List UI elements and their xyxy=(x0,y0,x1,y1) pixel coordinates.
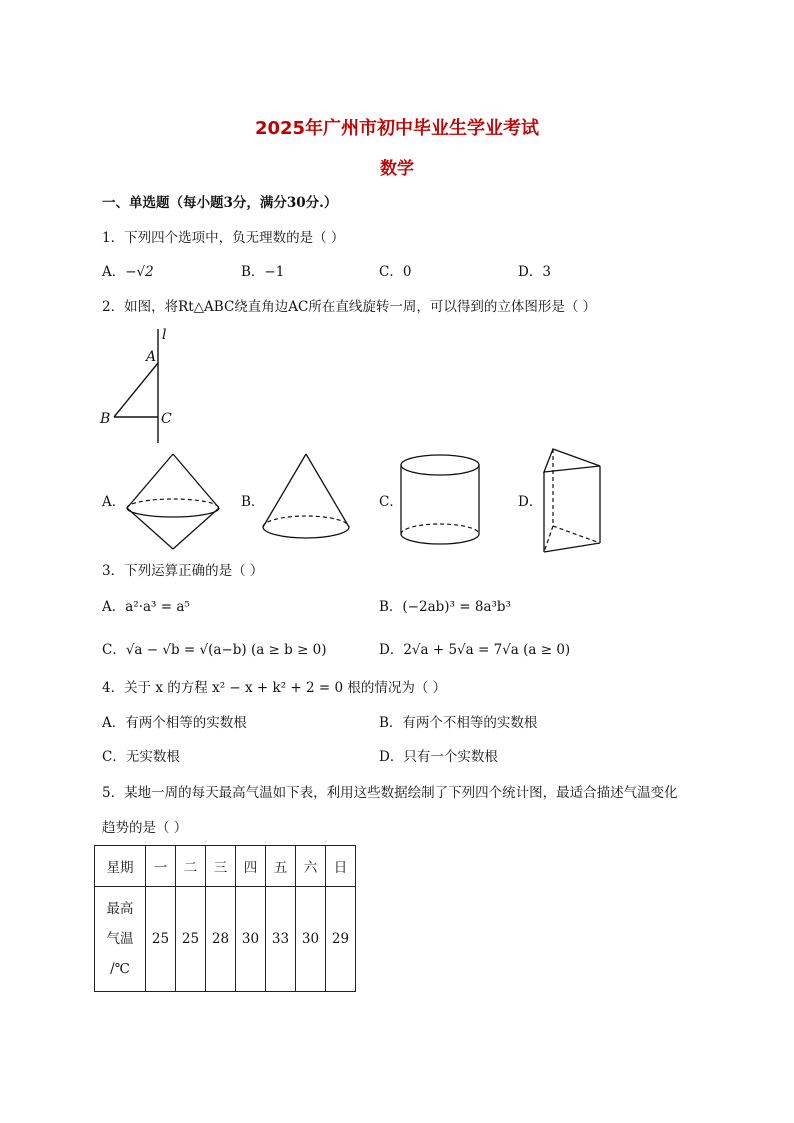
fig-label-a: A xyxy=(146,349,157,365)
q3-option-c: C．√a − √b = √(a−b) (a ≥ b ≥ 0) xyxy=(102,642,327,658)
section-heading: 一、单选题（每小题3分，满分30分.） xyxy=(102,195,338,211)
table-day-6: 六 xyxy=(296,846,326,887)
q2-stem: 2．如图，将Rt△ABC绕直角边AC所在直线旋转一周，可以得到的立体图形是（ ） xyxy=(102,299,597,315)
table-row-label xyxy=(95,887,146,992)
table-header-row xyxy=(95,846,356,887)
q1-option-a-label: A． xyxy=(102,264,126,280)
exam-title: 2025年广州市初中毕业生学业考试 xyxy=(254,118,540,139)
q1-option-c: C．0 xyxy=(379,264,412,280)
q1-option-a xyxy=(102,262,154,282)
temperature-table xyxy=(94,845,356,992)
double-cone-shape xyxy=(124,452,222,552)
table-temp-2: 25 xyxy=(176,887,206,992)
fig-label-b: B xyxy=(100,411,111,427)
exam-subject: 数学 xyxy=(380,159,414,179)
table-day-3: 三 xyxy=(206,846,236,887)
q5-stem-line1: 5．某地一周的每天最高气温如下表，利用这些数据绘制了下列四个统计图，最适合描述气温变化 xyxy=(102,785,678,801)
table-day-2: 二 xyxy=(176,846,206,887)
q1-option-d: D．3 xyxy=(518,264,551,280)
q3-stem: 3．下列运算正确的是（ ） xyxy=(102,563,264,579)
q2-triangle-figure xyxy=(100,325,190,445)
cylinder-shape xyxy=(398,452,482,548)
table-temp-7: 29 xyxy=(326,887,356,992)
table-temp-3: 28 xyxy=(206,887,236,992)
table-temp-4: 30 xyxy=(236,887,266,992)
q2-option-b-label: B． xyxy=(241,494,265,510)
q2-option-c-label: C． xyxy=(379,494,403,510)
row-label-line-2: 气温 xyxy=(106,931,134,947)
fig-label-l: l xyxy=(162,327,167,343)
q4-stem: 4．关于 x 的方程 x² − x + k² + 2 = 0 根的情况为（ ） xyxy=(102,680,447,696)
table-header-label: 星期 xyxy=(95,846,146,887)
row-label-line-3: /℃ xyxy=(110,961,130,977)
q1-option-b: B．−1 xyxy=(241,264,285,280)
q4-option-a: A．有两个相等的实数根 xyxy=(102,715,247,731)
q5-stem-line2: 趋势的是（ ） xyxy=(102,820,188,836)
row-label-line-1: 最高 xyxy=(106,901,134,917)
table-temperature-row xyxy=(95,887,356,992)
q3-option-d: D．2√a + 5√a = 7√a (a ≥ 0) xyxy=(379,642,571,658)
fig-label-c: C xyxy=(161,411,172,427)
q2-option-a-label: A． xyxy=(102,494,126,510)
q4-option-d: D．只有一个实数根 xyxy=(379,749,498,765)
q2-option-d-label: D． xyxy=(518,494,543,510)
table-day-5: 五 xyxy=(266,846,296,887)
q4-option-b: B．有两个不相等的实数根 xyxy=(379,715,538,731)
q1-stem: 1．下列四个选项中，负无理数的是（ ） xyxy=(102,230,345,246)
triangular-prism-shape xyxy=(540,446,604,556)
table-day-7: 日 xyxy=(326,846,356,887)
q1-option-a-math: −√2 xyxy=(125,264,154,280)
table-day-1: 一 xyxy=(146,846,176,887)
q3-option-b: B．(−2ab)³ = 8a³b³ xyxy=(379,599,511,615)
table-day-4: 四 xyxy=(236,846,266,887)
q3-option-a: A．a²·a³ = a⁵ xyxy=(102,599,190,615)
table-temp-5: 33 xyxy=(266,887,296,992)
table-temp-6: 30 xyxy=(296,887,326,992)
cone-shape xyxy=(260,452,352,544)
q4-option-c: C．无实数根 xyxy=(102,749,180,765)
table-temp-1: 25 xyxy=(146,887,176,992)
